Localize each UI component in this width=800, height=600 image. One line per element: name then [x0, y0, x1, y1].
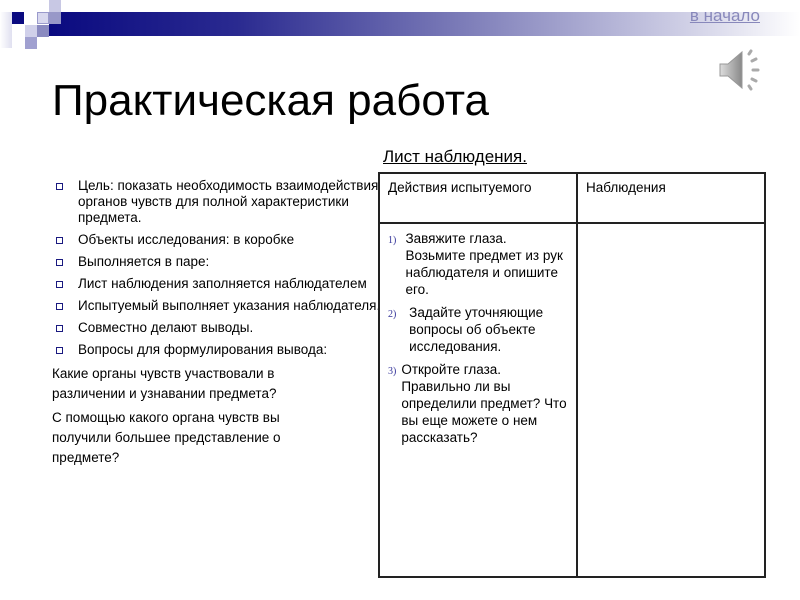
bullet-list	[52, 178, 386, 472]
bullet-item: Выполняется в паре:	[56, 254, 386, 270]
deco-square	[25, 25, 37, 37]
question: Какие органы чувств участвовали в различении и узнавании предмета?	[52, 366, 277, 401]
deco-square	[25, 37, 37, 49]
deco-square	[12, 12, 24, 24]
column-header: Наблюдения	[577, 173, 765, 223]
home-link[interactable]: в начало	[689, 6, 760, 25]
sheet-title: Лист наблюдения.	[383, 147, 527, 166]
observation-table	[378, 172, 766, 578]
item-number: 3)	[388, 366, 397, 377]
bullet-item: Объекты исследования: в коробке	[56, 232, 386, 248]
item-text: Откройте глаза. Правильно ли вы определили предмет? Что вы еще можете о нем рассказать?	[401, 362, 567, 445]
page-title: Практическая работа	[52, 76, 489, 125]
deco-square	[49, 12, 61, 24]
speaker-icon[interactable]	[716, 48, 772, 92]
column-header: Действия испытуемого	[379, 173, 577, 223]
observations-cell[interactable]	[577, 223, 765, 577]
deco-square	[0, 12, 12, 48]
deco-square	[49, 0, 61, 12]
item-text: Задайте уточняющие вопросы об объекте исследования.	[409, 305, 544, 354]
list-item	[388, 230, 568, 298]
bullet-item: Совместно делают выводы.	[56, 320, 386, 336]
deco-square	[37, 12, 49, 24]
bullet-item: Лист наблюдения заполняется наблюдателем	[56, 276, 386, 292]
bullet-item: Цель: показать необходимость взаимодействия органов чувств для полной характеристики предмета.	[56, 178, 386, 226]
deco-square	[37, 25, 49, 37]
list-item	[388, 361, 568, 446]
item-number: 1)	[388, 235, 397, 246]
item-number: 2)	[388, 309, 397, 320]
actions-cell	[379, 223, 577, 577]
header-bar	[49, 12, 800, 36]
question: С помощью какого органа чувств вы получили большее представление о предмете?	[52, 410, 281, 465]
item-text: Завяжите глаза. Возьмите предмет из рук наблюдателя и опишите его.	[405, 231, 563, 297]
bullet-item: Вопросы для формулирования вывода:	[56, 342, 386, 358]
list-item	[388, 304, 568, 355]
bullet-item: Испытуемый выполняет указания наблюдателя.	[56, 298, 386, 314]
